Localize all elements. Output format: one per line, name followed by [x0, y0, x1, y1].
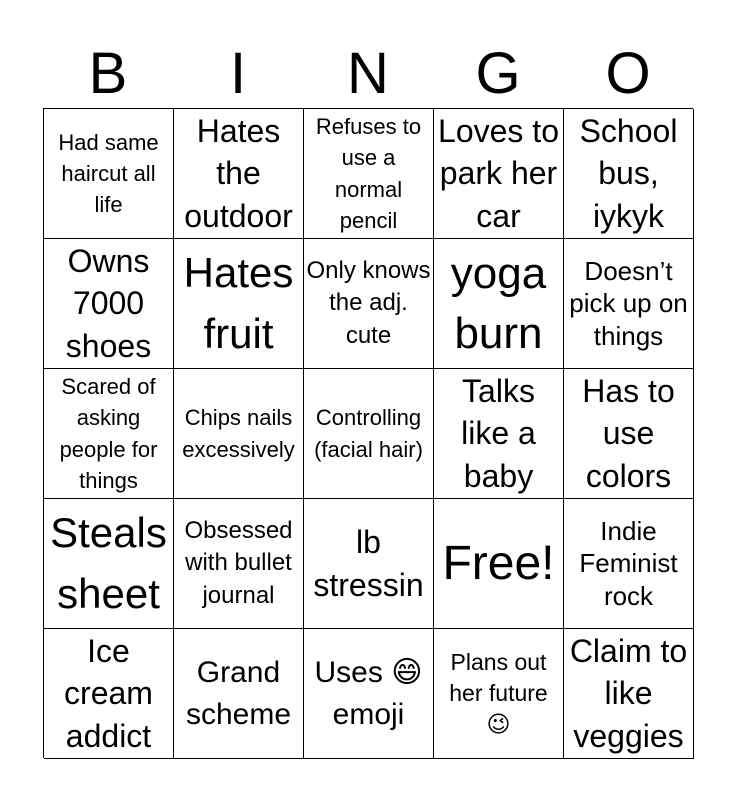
cell-text: Chips nails excessively	[182, 405, 295, 462]
cell-text: Claim to like veggies	[569, 633, 688, 754]
bingo-cell[interactable]	[304, 239, 434, 369]
header-letter-i: I	[229, 41, 247, 106]
cell-text: Controlling (facial hair)	[314, 405, 423, 462]
bingo-cell[interactable]	[304, 109, 434, 239]
bingo-cell[interactable]	[304, 369, 434, 499]
bingo-cell[interactable]	[564, 109, 694, 239]
bingo-cell[interactable]	[174, 239, 304, 369]
bingo-cell[interactable]	[434, 629, 564, 759]
bingo-cell[interactable]	[564, 629, 694, 759]
bingo-cell[interactable]	[44, 239, 174, 369]
bingo-cell[interactable]	[44, 629, 174, 759]
cell-text: Obsessed with bullet journal	[184, 516, 293, 609]
free-space[interactable]	[434, 499, 564, 629]
cell-text: Owns 7000 shoes	[65, 243, 152, 364]
bingo-cell[interactable]	[44, 369, 174, 499]
cell-text: lb stressin	[313, 524, 424, 603]
bingo-cell[interactable]	[304, 629, 434, 759]
bingo-cell[interactable]	[174, 499, 304, 629]
cell-text: Grand scheme	[185, 655, 292, 731]
bingo-cell[interactable]	[434, 109, 564, 239]
cell-text: Hates fruit	[183, 248, 294, 357]
header-letter-n: N	[347, 41, 389, 106]
cell-text: Indie Feminist rock	[579, 515, 678, 611]
cell-text: Had same haircut all life	[58, 129, 159, 218]
header-letter-g: G	[475, 41, 521, 106]
bingo-header	[43, 40, 693, 108]
header-letter-o: O	[605, 41, 651, 106]
cell-text: Plans out her future 😉	[449, 648, 548, 738]
bingo-cell[interactable]	[174, 109, 304, 239]
cell-text: School bus, iykyk	[579, 113, 678, 234]
bingo-cell[interactable]	[564, 239, 694, 369]
bingo-grid	[43, 108, 693, 758]
bingo-cell[interactable]	[434, 239, 564, 369]
bingo-cell[interactable]	[434, 369, 564, 499]
bingo-cell[interactable]	[44, 499, 174, 629]
cell-text: Ice cream addict	[64, 633, 153, 754]
cell-text: Has to use colors	[582, 373, 675, 494]
cell-text: Refuses to use a normal pencil	[315, 114, 422, 233]
cell-text: Free!	[442, 536, 555, 590]
cell-text: Scared of asking people for things	[59, 374, 158, 493]
cell-text: Only knows the adj. cute	[306, 256, 431, 349]
cell-text: yoga burn	[450, 249, 547, 358]
bingo-cell[interactable]	[564, 369, 694, 499]
cell-text: Doesn’t pick up on things	[569, 255, 688, 351]
cell-text: Hates the outdoor	[184, 113, 293, 234]
bingo-cell[interactable]	[44, 109, 174, 239]
bingo-cell[interactable]	[304, 499, 434, 629]
bingo-cell[interactable]	[174, 369, 304, 499]
cell-text: Talks like a baby	[461, 373, 536, 494]
cell-text: Uses 😄 emoji	[314, 655, 423, 731]
bingo-cell[interactable]	[174, 629, 304, 759]
header-letter-b: B	[88, 41, 128, 106]
bingo-cell[interactable]	[564, 499, 694, 629]
cell-text: Steals sheet	[50, 508, 167, 617]
cell-text: Loves to park her car	[438, 113, 559, 234]
